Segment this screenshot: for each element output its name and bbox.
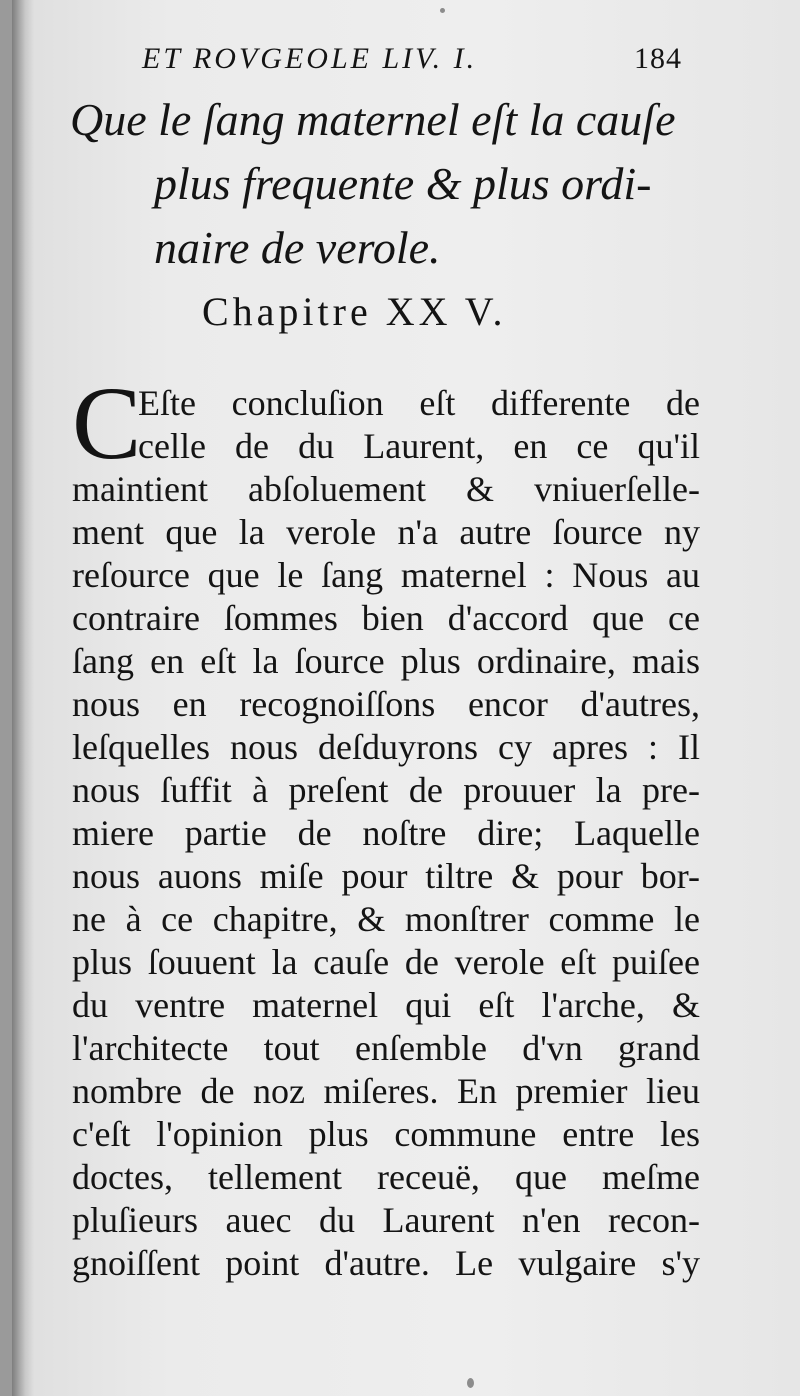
text-line: plus ſouuent la cauſe de verole eſt puiſee: [72, 942, 700, 982]
chapter-number: Chapitre XX V.: [202, 289, 507, 334]
page-fold-shadow: [12, 0, 34, 1396]
text-line: maintient abſoluement & vniuerſelle-: [72, 469, 700, 509]
paper-speck: [467, 1378, 474, 1388]
text-line: pluſieurs auec du Laurent n'en recon-: [72, 1200, 700, 1240]
text-line: nous ſuffit à preſent de prouuer la pre-: [72, 770, 700, 810]
text-line: nombre de noz miſeres. En premier lieu: [72, 1071, 700, 1111]
running-head-title: ET ROVGEOLE LIV. I.: [142, 42, 478, 75]
page-number: 184: [634, 42, 682, 75]
text-line: celle de du Laurent, en ce qu'il: [138, 426, 700, 466]
book-page: [12, 0, 800, 1396]
paper-speck: [440, 8, 445, 13]
text-line: Eſte concluſion eſt differente de: [138, 383, 700, 423]
text-line: contraire ſommes bien d'accord que ce: [72, 598, 700, 638]
text-line: doctes, tellement receuë, que meſme: [72, 1157, 700, 1197]
body-text: [72, 366, 700, 1285]
text-line: leſquelles nous deſduyrons cy apres : Il: [72, 727, 700, 767]
drop-cap: C: [72, 366, 142, 481]
chapter-heading-line: Que le ſang maternel eſt la cauſe: [70, 94, 676, 145]
text-line: l'architecte tout enſemble d'vn grand: [72, 1028, 700, 1068]
text-line: gnoiſſent point d'autre. Le vulgaire s'y: [72, 1243, 700, 1283]
chapter-heading: [70, 88, 710, 280]
text-line: nous auons miſe pour tiltre & pour bor-: [72, 856, 700, 896]
text-line: c'eſt l'opinion plus commune entre les: [72, 1114, 700, 1154]
text-line: miere partie de noſtre dire; Laquelle: [72, 813, 700, 853]
running-head: [142, 42, 682, 82]
chapter-heading-line: naire de verole.: [154, 222, 441, 273]
text-line: ſang en eſt la ſource plus ordinaire, mais: [72, 641, 700, 681]
chapter-heading-line: plus frequente & plus ordi-: [154, 158, 652, 209]
text-line: nous en recognoiſſons encor d'autres,: [72, 684, 700, 724]
text-line: du ventre maternel qui eſt l'arche, &: [72, 985, 700, 1025]
text-line: ment que la verole n'a autre ſource ny: [72, 512, 700, 552]
text-line: reſource que le ſang maternel : Nous au: [72, 555, 700, 595]
text-line: ne à ce chapitre, & monſtrer comme le: [72, 899, 700, 939]
